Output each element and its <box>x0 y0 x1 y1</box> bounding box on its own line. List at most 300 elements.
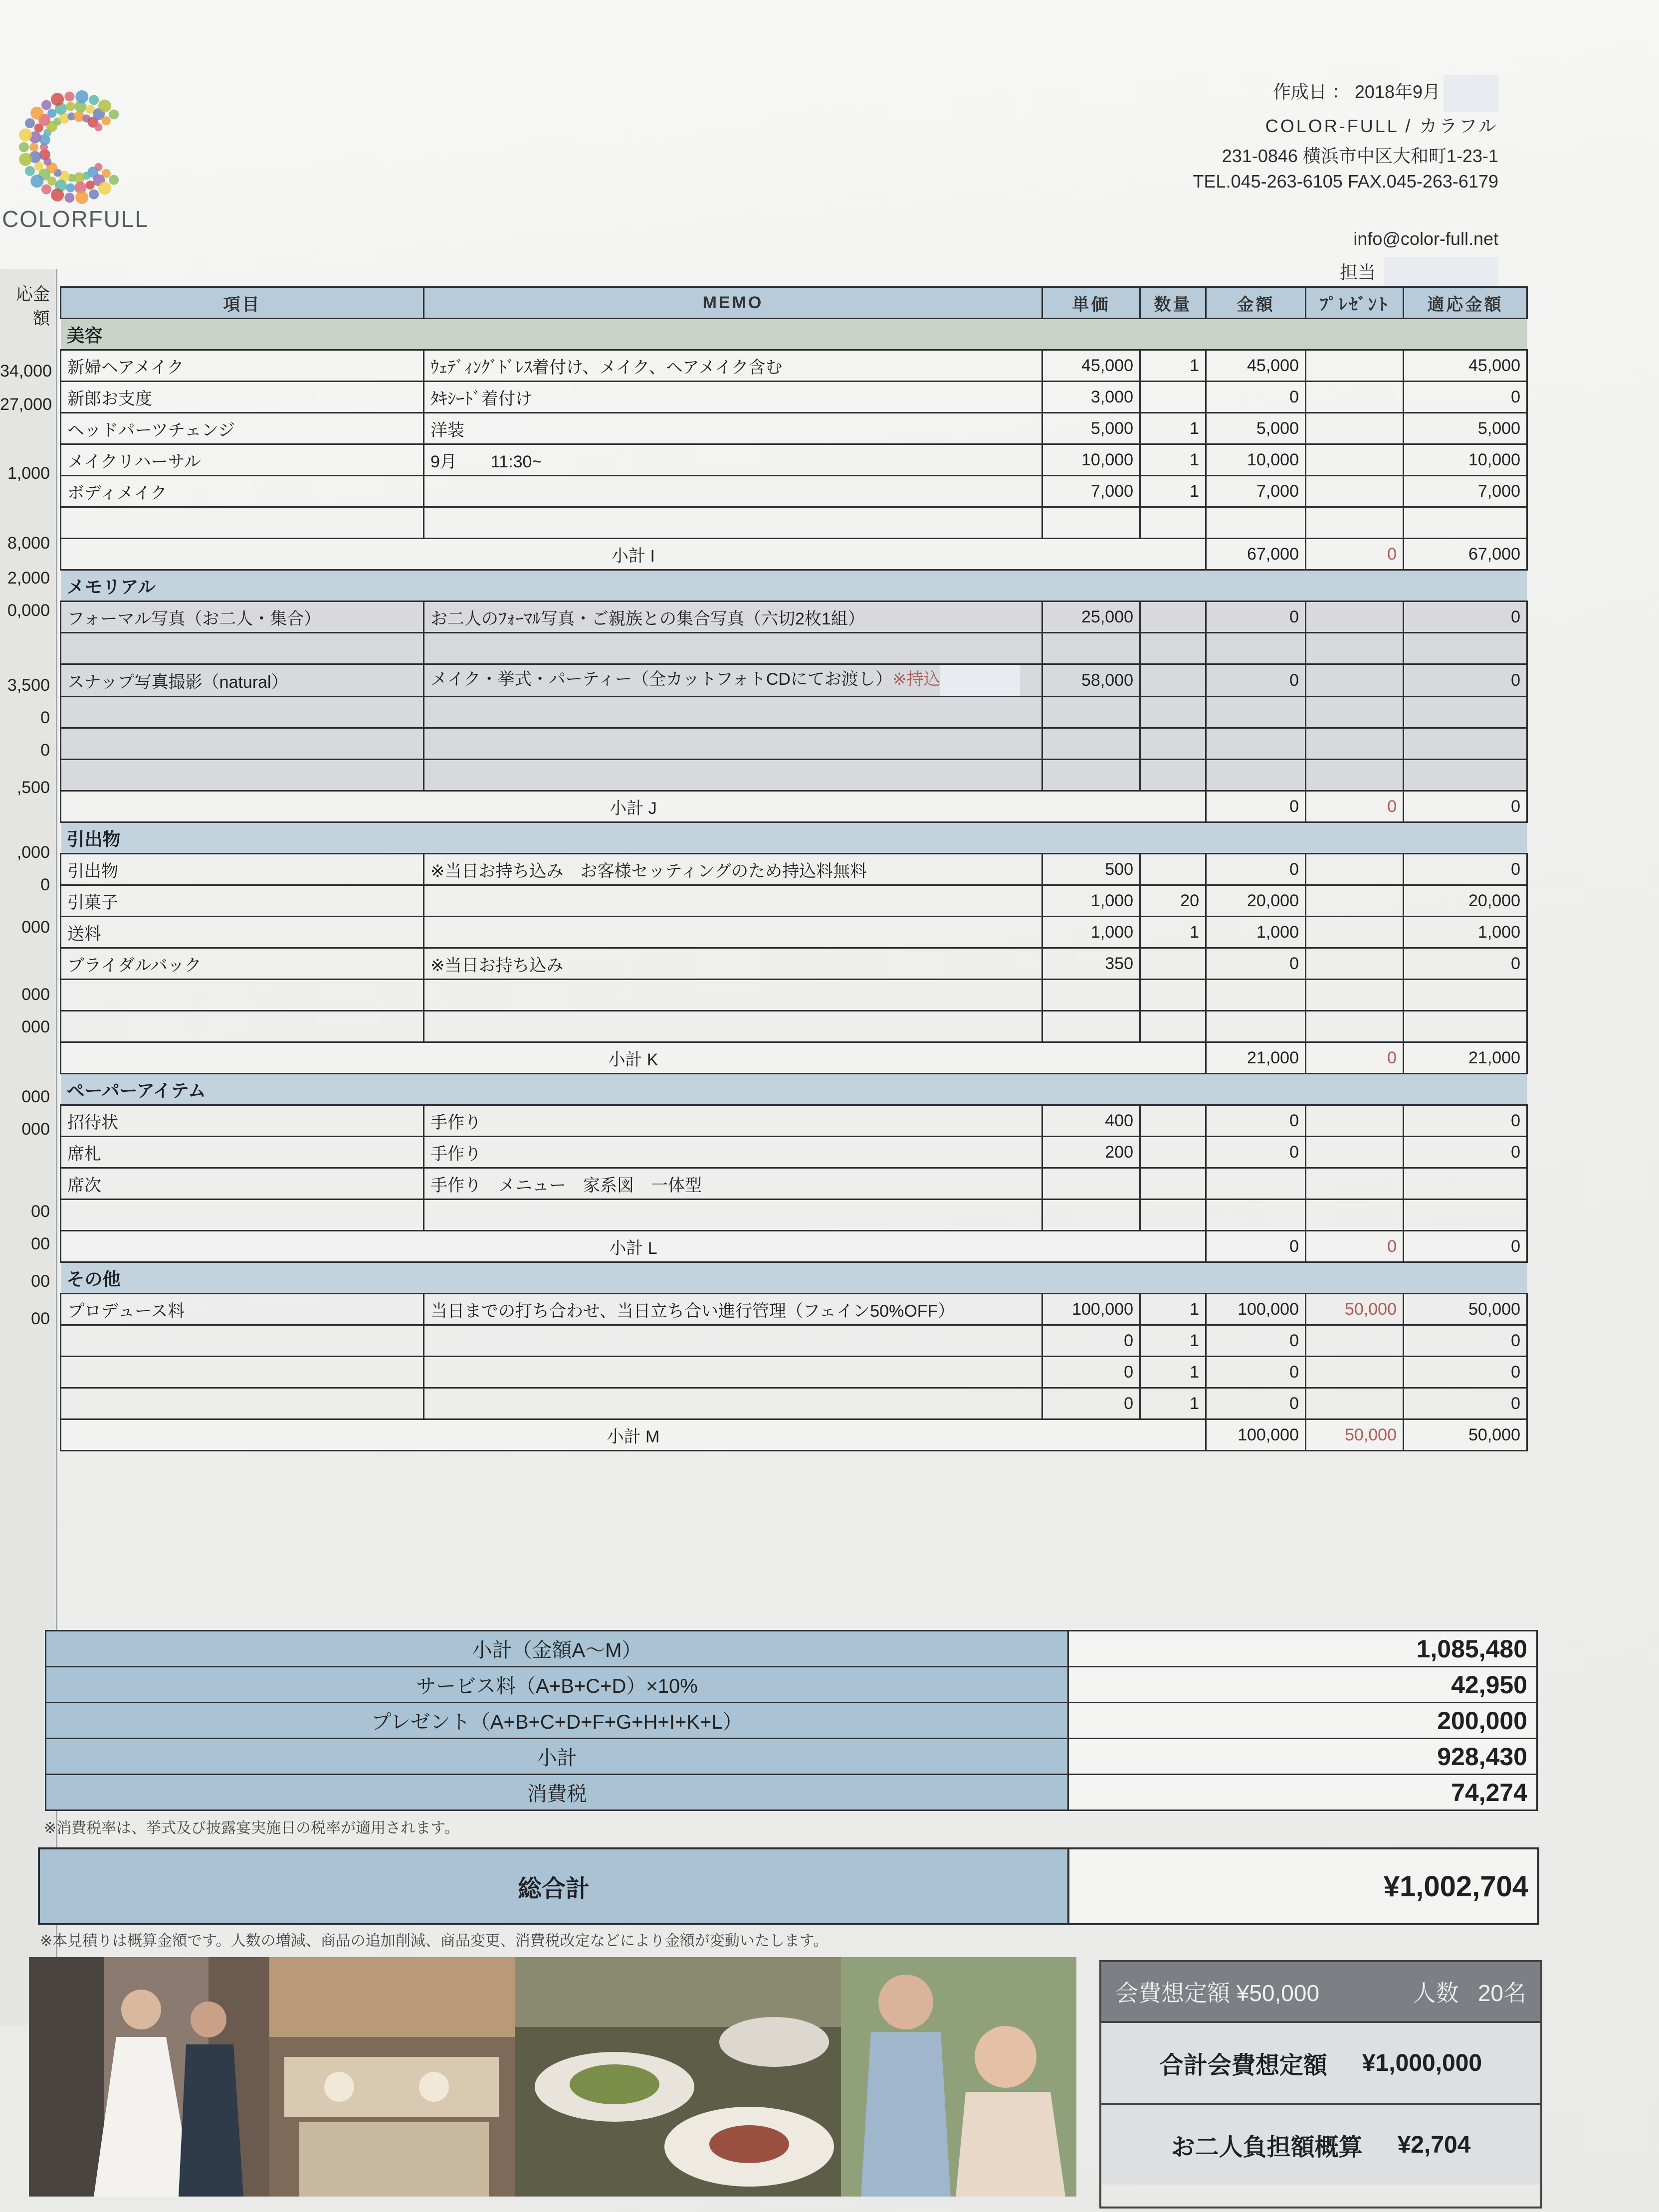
table-row <box>61 444 1527 476</box>
cell-amount: 0 <box>1206 948 1306 980</box>
table-row <box>61 507 1527 539</box>
cell-qty: 1 <box>1140 413 1206 444</box>
couple-burden-label: お二人負担額概算 <box>1171 2134 1363 2161</box>
cell-applied <box>1404 507 1527 539</box>
summary-label: サービス料（A+B+C+D）×10% <box>46 1667 1068 1703</box>
cell-qty: 1 <box>1140 1294 1206 1325</box>
cell-amount: 0 <box>1206 1357 1306 1388</box>
fee-total-row <box>1101 2021 1540 2103</box>
cell-price: 10,000 <box>1042 444 1140 476</box>
subtotal-present: 0 <box>1306 791 1404 822</box>
table-row <box>61 728 1527 760</box>
cell-present <box>1306 948 1404 980</box>
cell-qty <box>1140 1200 1206 1231</box>
section-title: ペーパーアイテム <box>61 1074 1527 1105</box>
cell-memo: 洋装 <box>424 413 1042 444</box>
subtotal-applied: 21,000 <box>1404 1042 1527 1074</box>
cell-amount <box>1206 507 1306 539</box>
cell-item: ヘッドパーツチェンジ <box>61 413 424 444</box>
table-row <box>61 382 1527 413</box>
table-row <box>61 1294 1527 1325</box>
left-strip-value: 1,000 <box>7 464 50 483</box>
cell-memo: ※当日お持ち込み お客様セッティングのため持込料無料 <box>424 854 1042 885</box>
cell-applied: 0 <box>1404 1325 1527 1357</box>
section-header <box>61 1262 1527 1294</box>
cell-price: 0 <box>1042 1357 1140 1388</box>
food-buffet-photo <box>515 1957 841 2197</box>
cell-price: 5,000 <box>1042 413 1140 444</box>
cell-amount: 100,000 <box>1206 1294 1306 1325</box>
left-strip-value: ,500 <box>16 778 50 797</box>
table-header-row <box>61 287 1527 319</box>
cell-amount: 0 <box>1206 602 1306 633</box>
table-row <box>61 697 1527 728</box>
left-strip-value: ,000 <box>16 843 50 862</box>
cell-price <box>1042 1168 1140 1200</box>
table-row <box>61 350 1527 382</box>
cell-memo: 当日までの打ち合わせ、当日立ち合い進行管理（フェイン50%OFF） <box>424 1294 1042 1325</box>
cell-price <box>1042 633 1140 664</box>
table-row <box>61 1200 1527 1231</box>
cell-price: 0 <box>1042 1325 1140 1357</box>
cell-amount <box>1206 1011 1306 1042</box>
table-row <box>61 885 1527 917</box>
cell-memo <box>424 1388 1042 1419</box>
reception-hall-photo <box>269 1957 515 2197</box>
people-label: 人数 <box>1413 1980 1459 2006</box>
cell-present <box>1306 1105 1404 1137</box>
left-strip-value: 3,500 <box>7 676 50 695</box>
cell-present <box>1306 885 1404 917</box>
left-strip-value: 00 <box>31 1234 50 1253</box>
cell-price: 1,000 <box>1042 885 1140 917</box>
subtotal-applied: 0 <box>1404 791 1527 822</box>
cell-applied: 0 <box>1404 1137 1527 1168</box>
cell-applied: 7,000 <box>1404 476 1527 507</box>
table-row <box>61 760 1527 791</box>
cell-price: 500 <box>1042 854 1140 885</box>
summary-row <box>46 1631 1537 1667</box>
cell-present <box>1306 697 1404 728</box>
cell-price: 400 <box>1042 1105 1140 1137</box>
cell-qty: 1 <box>1140 350 1206 382</box>
company-email[interactable]: info@color-full.net <box>1353 228 1498 249</box>
cell-price <box>1042 1011 1140 1042</box>
summary-table <box>45 1630 1538 1811</box>
cell-present <box>1306 760 1404 791</box>
left-strip-value: 00 <box>31 1309 50 1328</box>
cell-applied: 45,000 <box>1404 350 1527 382</box>
cell-qty <box>1140 1011 1206 1042</box>
cell-present <box>1306 507 1404 539</box>
cell-qty <box>1140 1168 1206 1200</box>
cell-price: 25,000 <box>1042 602 1140 633</box>
cell-amount: 0 <box>1206 1325 1306 1357</box>
left-strip-value: 00 <box>31 1272 50 1291</box>
left-strip-value: 0 <box>40 708 50 727</box>
left-strip-value: 8,000 <box>7 534 50 553</box>
col-price: 単価 <box>1042 287 1140 319</box>
subtotal-label: 小計 M <box>61 1419 1206 1451</box>
estimate-table <box>60 286 1528 1451</box>
bride-groom-photo <box>29 1957 269 2197</box>
subtotal-row <box>61 539 1527 570</box>
table-row <box>61 413 1527 444</box>
cell-qty <box>1140 382 1206 413</box>
cell-item: 席札 <box>61 1137 424 1168</box>
col-present: ﾌﾟﾚｾﾞﾝﾄ <box>1306 287 1404 319</box>
cell-amount <box>1206 1168 1306 1200</box>
cell-applied: 0 <box>1404 1105 1527 1137</box>
left-strip-value: 000 <box>21 1017 50 1036</box>
left-strip-value: 応金額 <box>16 285 50 328</box>
cell-item: 送料 <box>61 917 424 948</box>
created-date: 作成日 ： 2018年9月 <box>1273 75 1498 112</box>
cell-item: 席次 <box>61 1168 424 1200</box>
fee-total-label: 合計会費想定額 <box>1159 2052 1327 2079</box>
cell-item <box>61 1011 424 1042</box>
table-row <box>61 948 1527 980</box>
cell-qty <box>1140 1137 1206 1168</box>
grand-total-label: 総合計 <box>39 1848 1068 1924</box>
subtotal-present: 0 <box>1306 1231 1404 1262</box>
summary-value: 928,430 <box>1068 1739 1537 1775</box>
cell-amount: 7,000 <box>1206 476 1306 507</box>
table-row <box>61 633 1527 664</box>
cell-amount <box>1206 728 1306 760</box>
table-row <box>61 1137 1527 1168</box>
cell-present <box>1306 382 1404 413</box>
section-title: メモリアル <box>61 570 1527 602</box>
col-memo: MEMO <box>424 287 1042 319</box>
summary-label: 小計（金額A～M） <box>46 1631 1068 1667</box>
cell-qty: 1 <box>1140 476 1206 507</box>
cell-amount: 5,000 <box>1206 413 1306 444</box>
cell-memo <box>424 476 1042 507</box>
left-strip-value: 000 <box>21 1120 50 1139</box>
subtotal-amount: 67,000 <box>1206 539 1306 570</box>
cell-amount <box>1206 697 1306 728</box>
cell-applied: 0 <box>1404 382 1527 413</box>
cell-amount: 45,000 <box>1206 350 1306 382</box>
cell-qty <box>1140 507 1206 539</box>
grand-total <box>38 1847 1539 1925</box>
cell-item <box>61 697 424 728</box>
section-header <box>61 319 1527 350</box>
cell-price: 350 <box>1042 948 1140 980</box>
cell-price: 1,000 <box>1042 917 1140 948</box>
tax-note: ※消費税率は、挙式及び披露宴実施日の税率が適用されます。 <box>44 1820 459 1836</box>
cell-item: ブライダルバック <box>61 948 424 980</box>
fee-expected-label: 会費想定額 ¥50,000 <box>1115 1980 1320 2006</box>
cell-item <box>61 1357 424 1388</box>
section-title: 引出物 <box>61 822 1527 854</box>
cell-applied: 10,000 <box>1404 444 1527 476</box>
redacted-box <box>940 665 1020 696</box>
cell-price: 200 <box>1042 1137 1140 1168</box>
cell-present <box>1306 664 1404 697</box>
cell-present <box>1306 980 1404 1011</box>
left-strip-value: 2,000 <box>7 569 50 588</box>
cell-item <box>61 728 424 760</box>
summary-row <box>46 1703 1537 1739</box>
left-strip-value: 0 <box>40 875 50 894</box>
cell-applied <box>1404 633 1527 664</box>
cell-qty <box>1140 980 1206 1011</box>
section-header <box>61 1074 1527 1105</box>
cell-applied <box>1404 1011 1527 1042</box>
table-row <box>61 1011 1527 1042</box>
cell-qty: 1 <box>1140 1325 1206 1357</box>
cell-amount: 10,000 <box>1206 444 1306 476</box>
cell-memo: ｳｪﾃﾞｨﾝｸﾞﾄﾞﾚｽ着付け、メイク、ヘアメイク含む <box>424 350 1042 382</box>
cell-memo <box>424 1200 1042 1231</box>
cell-memo <box>424 728 1042 760</box>
cell-applied: 0 <box>1404 664 1527 697</box>
subtotal-label: 小計 K <box>61 1042 1206 1074</box>
estimate-body <box>61 319 1527 1451</box>
cell-amount <box>1206 633 1306 664</box>
summary-value: 74,274 <box>1068 1775 1537 1810</box>
logo-dots <box>19 90 119 204</box>
cell-present <box>1306 1200 1404 1231</box>
section-header <box>61 822 1527 854</box>
cell-memo <box>424 917 1042 948</box>
section-title: その他 <box>61 1262 1527 1294</box>
cell-applied: 0 <box>1404 948 1527 980</box>
cell-applied: 20,000 <box>1404 885 1527 917</box>
left-strip-value: 000 <box>21 985 50 1004</box>
cell-memo <box>424 1325 1042 1357</box>
cell-item: 引菓子 <box>61 885 424 917</box>
cell-price <box>1042 760 1140 791</box>
col-applied: 適応金額 <box>1404 287 1527 319</box>
cell-item: ボディメイク <box>61 476 424 507</box>
colorfull-logo <box>15 85 135 214</box>
table-row <box>61 664 1527 697</box>
cell-item: プロデュース料 <box>61 1294 424 1325</box>
company-phone: TEL.045-263-6105 FAX.045-263-6179 <box>1193 171 1498 192</box>
cell-qty: 1 <box>1140 917 1206 948</box>
cell-amount: 0 <box>1206 1388 1306 1419</box>
table-row <box>61 980 1527 1011</box>
guests-smiling-photo <box>841 1957 1076 2197</box>
cell-applied <box>1404 760 1527 791</box>
cell-amount: 0 <box>1206 1105 1306 1137</box>
cell-item <box>61 760 424 791</box>
cell-memo: ﾀｷｼｰﾄﾞ着付け <box>424 382 1042 413</box>
table-row <box>61 1168 1527 1200</box>
cell-memo: 手作り <box>424 1137 1042 1168</box>
cell-amount: 1,000 <box>1206 917 1306 948</box>
cell-memo <box>424 760 1042 791</box>
summary-value: 1,085,480 <box>1068 1631 1537 1667</box>
staff-label: 担当 <box>1340 257 1498 291</box>
table-row <box>61 1357 1527 1388</box>
cell-present <box>1306 917 1404 948</box>
cell-qty: 1 <box>1140 444 1206 476</box>
cell-item <box>61 1325 424 1357</box>
grand-total-value: ¥1,002,704 <box>1068 1848 1538 1924</box>
cell-memo <box>424 980 1042 1011</box>
col-item: 項目 <box>61 287 424 319</box>
subtotal-label: 小計 L <box>61 1231 1206 1262</box>
cell-applied: 0 <box>1404 1388 1527 1419</box>
subtotal-row <box>61 1231 1527 1262</box>
subtotal-row <box>61 1042 1527 1074</box>
subtotal-applied: 0 <box>1404 1231 1527 1262</box>
cell-memo: ※当日お持ち込み <box>424 948 1042 980</box>
memo-note: ※持込 <box>892 669 941 689</box>
cell-price <box>1042 1200 1140 1231</box>
subtotal-row <box>61 1419 1527 1451</box>
memo-text: メイク・挙式・パーティー（全カットフォトCDにてお渡し） <box>430 669 892 689</box>
cell-present <box>1306 602 1404 633</box>
people-count: 20名 <box>1477 1980 1526 2006</box>
cell-item: スナップ写真撮影（natural） <box>61 664 424 697</box>
cell-present <box>1306 413 1404 444</box>
subtotal-present: 0 <box>1306 1042 1404 1074</box>
cell-price: 7,000 <box>1042 476 1140 507</box>
cell-memo <box>424 1011 1042 1042</box>
cell-present <box>1306 1325 1404 1357</box>
subtotal-present: 50,000 <box>1306 1419 1404 1451</box>
cell-memo <box>424 507 1042 539</box>
cell-amount: 0 <box>1206 854 1306 885</box>
subtotal-present: 0 <box>1306 539 1404 570</box>
cell-price: 100,000 <box>1042 1294 1140 1325</box>
cell-qty: 1 <box>1140 1388 1206 1419</box>
summary-row <box>46 1739 1537 1775</box>
cell-present <box>1306 728 1404 760</box>
cell-item <box>61 980 424 1011</box>
cell-price <box>1042 728 1140 760</box>
section-header <box>61 570 1527 602</box>
left-strip-value: 0 <box>40 741 50 760</box>
cell-qty <box>1140 728 1206 760</box>
left-strip-value: 00 <box>31 1202 50 1221</box>
table-row <box>61 602 1527 633</box>
cell-price: 58,000 <box>1042 664 1140 697</box>
cell-memo <box>424 885 1042 917</box>
estimate-note: ※本見積りは概算金額です。人数の増減、商品の追加削減、商品変更、消費税改定などにより金額が変動いたします。 <box>40 1933 829 1949</box>
subtotal-amount: 0 <box>1206 791 1306 822</box>
cell-item: フォーマル写真（お二人・集合） <box>61 602 424 633</box>
cell-item: 新婦ヘアメイク <box>61 350 424 382</box>
cell-memo <box>424 697 1042 728</box>
summary-value: 200,000 <box>1068 1703 1537 1739</box>
cell-applied <box>1404 728 1527 760</box>
cell-price: 3,000 <box>1042 382 1140 413</box>
cell-present: 50,000 <box>1306 1294 1404 1325</box>
left-strip-value: 27,000 <box>0 395 52 414</box>
cell-amount: 20,000 <box>1206 885 1306 917</box>
cell-qty: 20 <box>1140 885 1206 917</box>
cell-applied <box>1404 1168 1527 1200</box>
cell-memo <box>424 1357 1042 1388</box>
cell-memo: お二人のﾌｫｰﾏﾙ写真・ご親族との集合写真（六切2枚1組） <box>424 602 1042 633</box>
left-strip-value: 0,000 <box>7 601 50 620</box>
cell-price <box>1042 507 1140 539</box>
left-strip-value: 34,000 <box>0 362 52 381</box>
subtotal-label: 小計 I <box>61 539 1206 570</box>
cell-amount <box>1206 760 1306 791</box>
subtotal-amount: 100,000 <box>1206 1419 1306 1451</box>
cell-qty <box>1140 697 1206 728</box>
cell-memo: 手作り <box>424 1105 1042 1137</box>
couple-burden-value: ¥2,704 <box>1397 2131 1471 2158</box>
company-address: 231-0846 横浜市中区大和町1-23-1 <box>1222 146 1498 166</box>
cell-item: 招待状 <box>61 1105 424 1137</box>
cell-memo: 手作り メニュー 家系図 一体型 <box>424 1168 1042 1200</box>
table-row <box>61 854 1527 885</box>
cell-item <box>61 1388 424 1419</box>
summary-value: 42,950 <box>1068 1667 1537 1703</box>
couple-burden-row <box>1101 2103 1540 2185</box>
section-title: 美容 <box>61 319 1527 350</box>
cell-item <box>61 633 424 664</box>
summary-row <box>46 1667 1537 1703</box>
summary-row <box>46 1775 1537 1810</box>
cell-applied: 50,000 <box>1404 1294 1527 1325</box>
cell-qty <box>1140 633 1206 664</box>
subtotal-applied: 67,000 <box>1404 539 1527 570</box>
fee-total-value: ¥1,000,000 <box>1362 2049 1482 2076</box>
cell-item: 引出物 <box>61 854 424 885</box>
cell-present <box>1306 854 1404 885</box>
cell-applied: 0 <box>1404 602 1527 633</box>
summary-label: プレゼント（A+B+C+D+F+G+H+I+K+L） <box>46 1703 1068 1739</box>
cell-price <box>1042 697 1140 728</box>
cell-price <box>1042 980 1140 1011</box>
cell-present <box>1306 350 1404 382</box>
cell-present <box>1306 1357 1404 1388</box>
subtotal-row <box>61 791 1527 822</box>
cell-item <box>61 507 424 539</box>
cell-present <box>1306 444 1404 476</box>
table-row <box>61 1325 1527 1357</box>
party-fee-box <box>1099 1960 1542 2209</box>
cell-item: メイクリハーサル <box>61 444 424 476</box>
cell-present <box>1306 1011 1404 1042</box>
cell-amount: 0 <box>1206 1137 1306 1168</box>
cell-applied <box>1404 980 1527 1011</box>
cell-memo <box>424 633 1042 664</box>
cell-applied: 5,000 <box>1404 413 1527 444</box>
cell-applied: 0 <box>1404 854 1527 885</box>
cell-price: 45,000 <box>1042 350 1140 382</box>
cell-memo: 9月 11:30~ <box>424 444 1042 476</box>
cell-memo <box>424 664 1042 697</box>
left-strip-value: 000 <box>21 918 50 937</box>
subtotal-amount: 21,000 <box>1206 1042 1306 1074</box>
cell-present <box>1306 476 1404 507</box>
cell-present <box>1306 1168 1404 1200</box>
cell-amount: 0 <box>1206 664 1306 697</box>
cell-qty <box>1140 664 1206 697</box>
logo-text: COLORFULL <box>2 206 149 232</box>
subtotal-amount: 0 <box>1206 1231 1306 1262</box>
cell-qty <box>1140 760 1206 791</box>
cell-amount: 0 <box>1206 382 1306 413</box>
cell-qty <box>1140 1105 1206 1137</box>
table-row <box>61 917 1527 948</box>
fee-expected-row <box>1101 1962 1540 2021</box>
subtotal-label: 小計 J <box>61 791 1206 822</box>
cell-applied <box>1404 697 1527 728</box>
table-row <box>61 1105 1527 1137</box>
cell-applied <box>1404 1200 1527 1231</box>
